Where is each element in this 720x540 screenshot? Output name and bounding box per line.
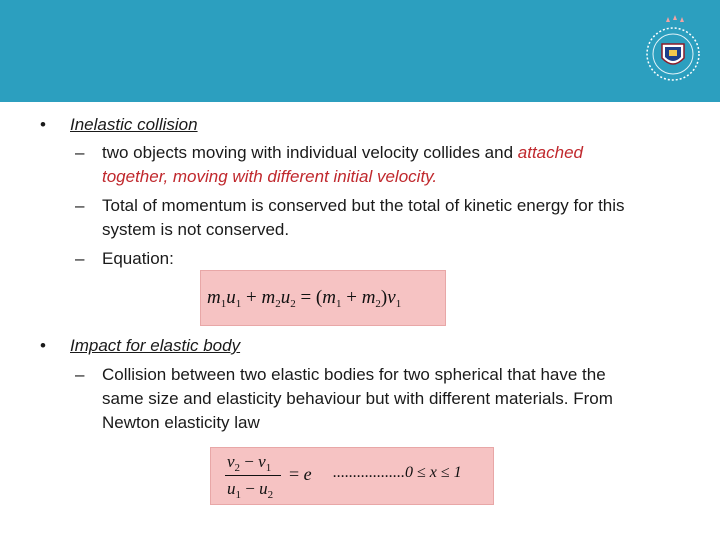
bullet-title-inelastic: Inelastic collision	[70, 115, 198, 134]
text-highlight-line: together, moving with different initial velocity.	[102, 167, 438, 186]
equation-momentum: $m_1u_1 + m_2u_2 = (m_1 + m_2)v_1$	[207, 287, 402, 310]
bullet-dot-icon: •	[40, 115, 46, 134]
text-line: Newton elasticity law	[102, 413, 260, 432]
text-line	[102, 143, 583, 163]
text-plain: two objects moving with individual velocity collides and	[102, 143, 518, 162]
equation-rhs: = e	[289, 464, 312, 484]
equation-box-momentum	[200, 270, 446, 326]
text-line: Total of momentum is conserved but the total of kinetic energy for this	[102, 196, 625, 215]
bullet-dot-icon: •	[40, 336, 46, 355]
text-line: Equation:	[102, 249, 174, 268]
equation-numerator: $v_2 - v_1$	[227, 452, 272, 474]
text-line: same size and elasticity behaviour but with different materials. From	[102, 389, 613, 408]
text-line: Collision between two elastic bodies for two spherical that have the	[102, 365, 606, 384]
dash-icon: –	[75, 249, 85, 268]
equation-condition: ..................0 ≤ x ≤ 1	[333, 464, 462, 481]
text-line: system is not conserved.	[102, 220, 290, 239]
bullet-title-elastic: Impact for elastic body	[70, 336, 241, 355]
dash-icon: –	[75, 196, 85, 215]
equation-denominator: $u_1 - u_2$	[227, 479, 274, 501]
dash-icon: –	[75, 143, 85, 162]
equation-box-restitution	[210, 447, 494, 505]
text-highlight: attached	[517, 143, 583, 162]
dash-icon: –	[75, 365, 85, 384]
fraction-bar	[225, 475, 281, 476]
